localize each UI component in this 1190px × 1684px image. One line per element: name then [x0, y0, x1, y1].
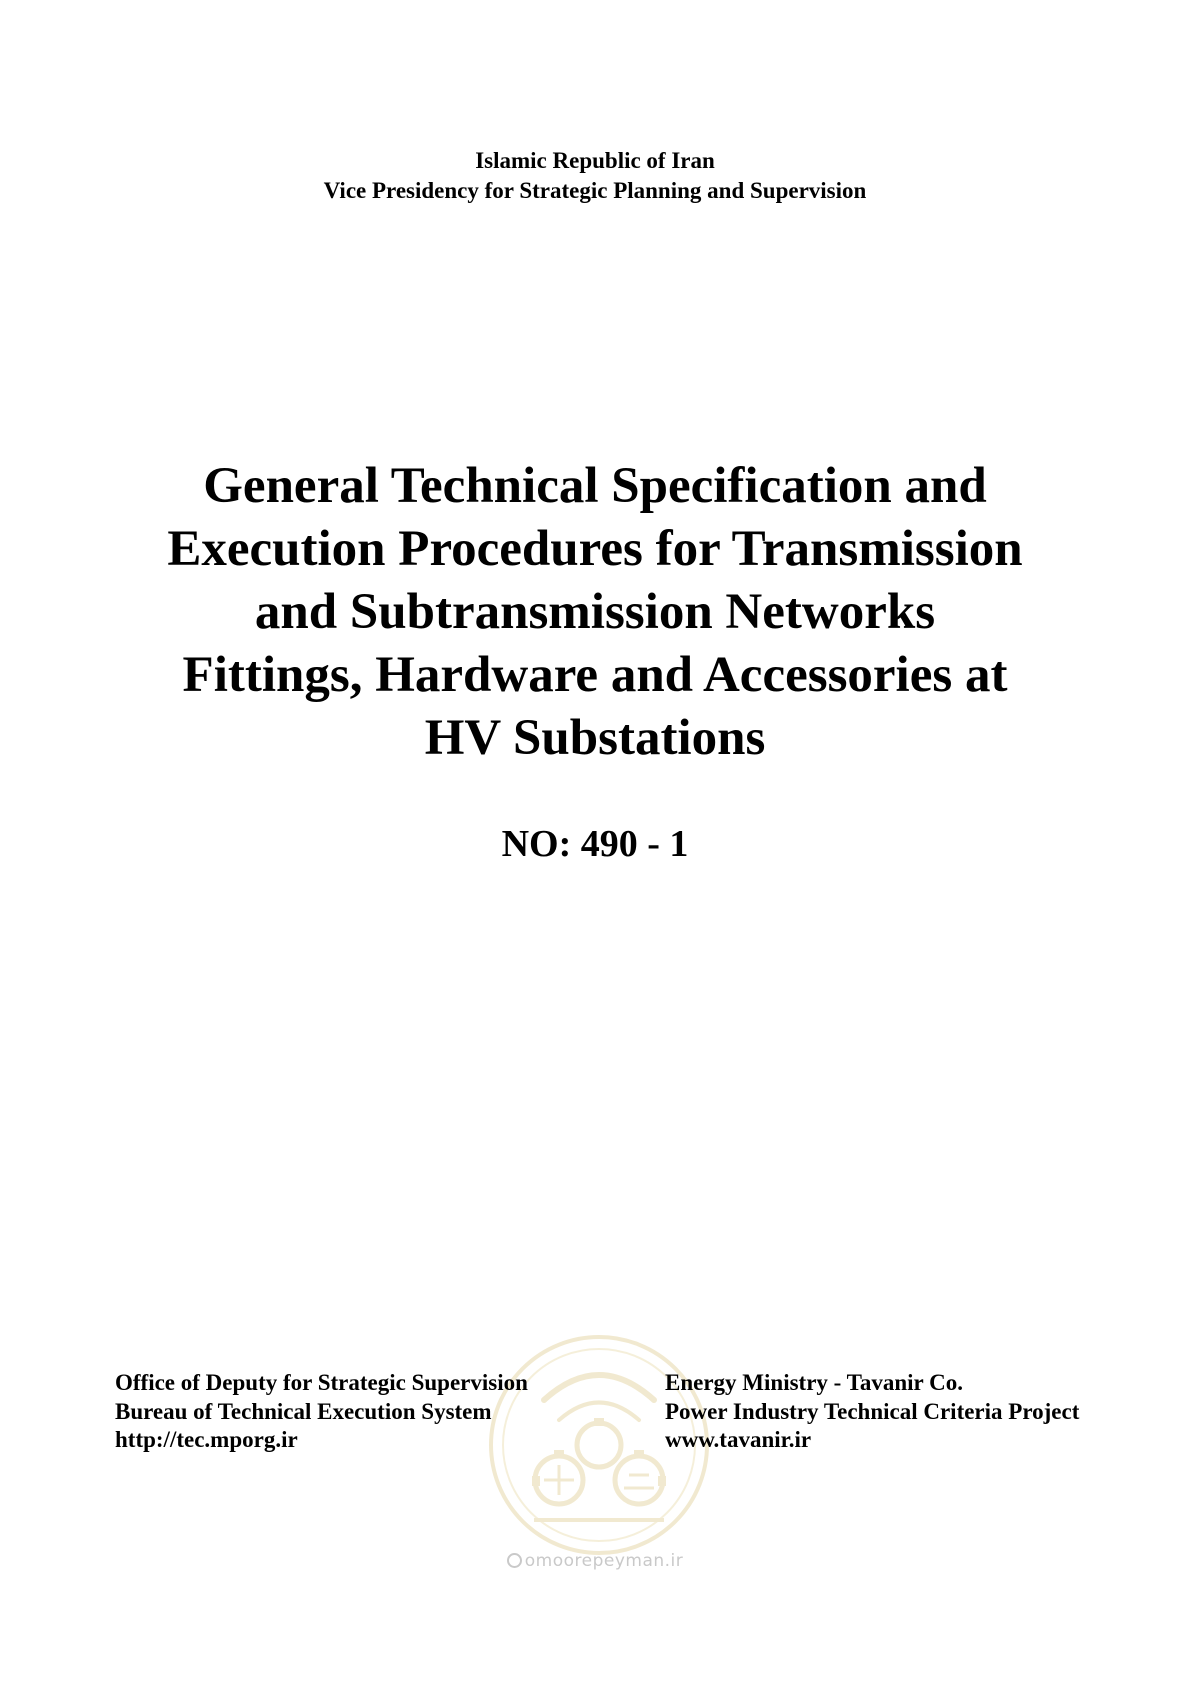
at-icon [507, 1553, 522, 1568]
title-line: General Technical Specification and [203, 458, 987, 514]
footer-ministry: Energy Ministry - Tavanir Co. [665, 1370, 963, 1395]
footer-website-link[interactable]: www.tavanir.ir [665, 1427, 812, 1452]
footer-project: Power Industry Technical Criteria Project [665, 1398, 1080, 1424]
footer-office: Office of Deputy for Strategic Supervision [115, 1370, 528, 1395]
footer-website-link[interactable]: http://tec.mporg.ir [115, 1427, 298, 1452]
document-number: NO: 490 - 1 [501, 823, 689, 865]
header [0, 146, 1190, 206]
watermark-site: omoorepeyman.ir [524, 1551, 684, 1571]
document-title [95, 455, 1095, 770]
footer-left [115, 1369, 675, 1455]
footer-bureau: Bureau of Technical Execution System [115, 1398, 492, 1424]
title-line: Execution Procedures for Transmission [167, 521, 1023, 577]
footer-right [665, 1369, 1085, 1455]
title-line: HV Substations [424, 710, 766, 766]
header-country: Islamic Republic of Iran [475, 148, 715, 173]
title-line: Fittings, Hardware and Accessories at [182, 647, 1008, 703]
header-organization: Vice Presidency for Strategic Planning and Supervision [323, 178, 867, 203]
title-line: and Subtransmission Networks [254, 584, 936, 640]
watermark-text [0, 1551, 1190, 1571]
